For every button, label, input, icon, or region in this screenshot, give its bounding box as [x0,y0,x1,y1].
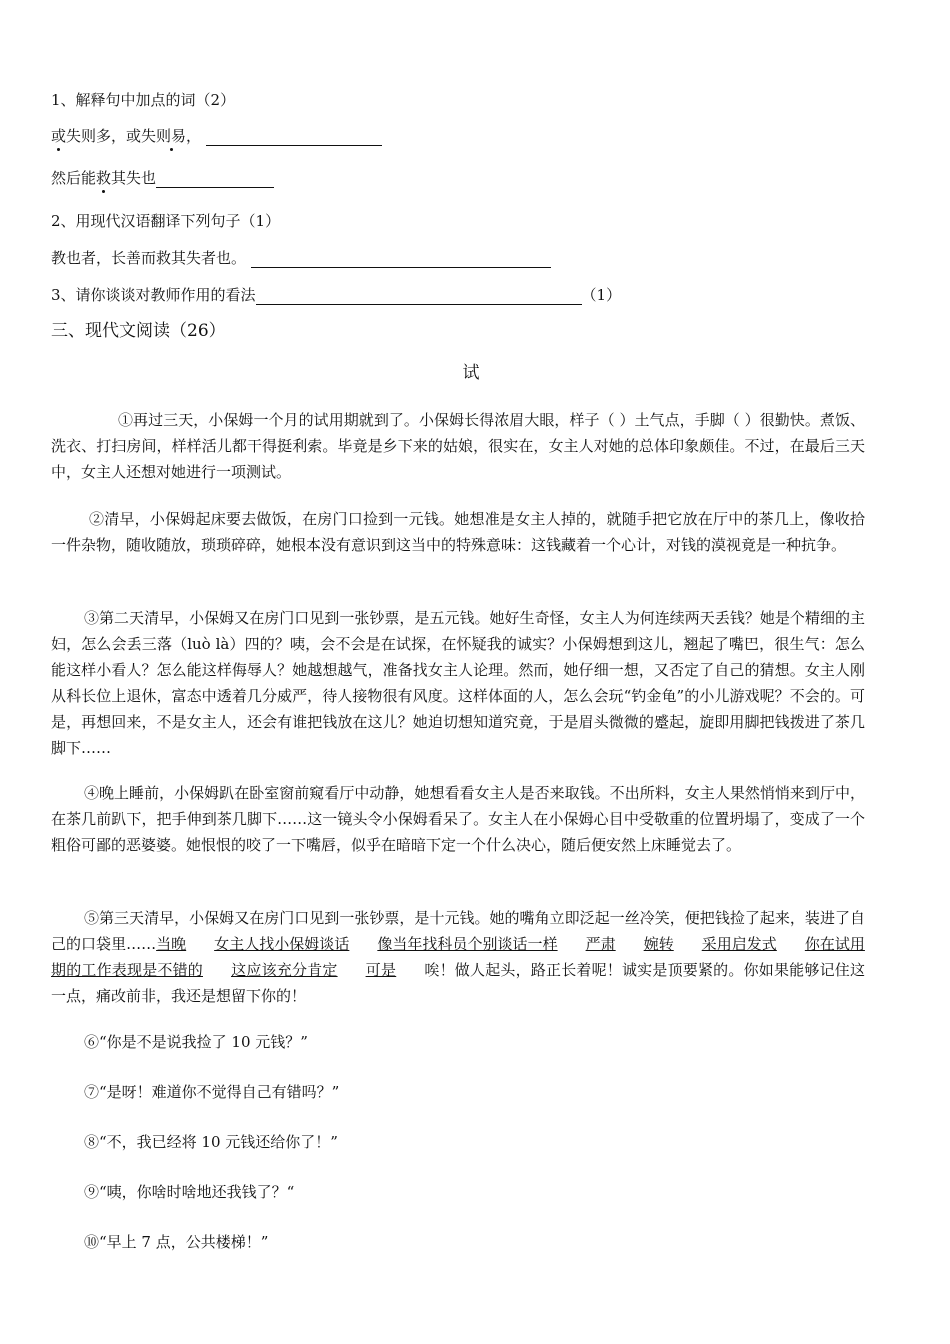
q3-answer-blank[interactable] [256,288,582,305]
q2-heading: 2、用现代汉语翻译下列句子（1） [51,212,281,230]
q2-line [51,248,551,268]
article-title: 试 [462,363,480,383]
q1-answer-blank-1[interactable] [206,129,382,146]
paragraph-1: ①再过三天，小保姆一个月的试用期就到了。小保姆长得浓眉大眼，样子（ ）土气点，手脚（ ）很勤快。煮饭、洗衣、打扫房间，样样活儿都干得挺利索。毕竟是乡下来的姑娘，很实在，女主人对她的总体印象颇佳。不过，在最后三天中，女主人还想对她进行一项测试。 [51,411,865,481]
paragraph-2: ②清早，小保姆起床要去做饭，在房门口捡到一元钱。她想准是女主人掉的，就随手把它放在厅中的茶几上，像收拾一件杂物，随收随放，琐琐碎碎，她根本没有意识到这当中的特殊意味：这钱藏着一个心计，对钱的漠视竟是一种抗争。 [51,510,865,554]
q1-line1: 或失则多，或失则易， [51,126,382,146]
paragraph-5: ⑤第三天清早，小保姆又在房门口见到一张钞票，是十元钱。她的嘴角立即泛起一丝冷笑，便把钱捡了起来，装进了自己的口袋里……当晚 女主人找小保姆谈话 像当年找科员个别谈话一样 严肃 婉转 采用启发式 你在试用期的工作表现是不错的 这应该充分肯定 可是 唉！做人起头，路正长着呢！诚实是顶要紧的。你如果能够记住这一点，痛改前非，我还是想留下你的！ [51,909,865,1005]
q3-line [51,285,621,305]
q1-dotted-word-3: 救 [96,169,112,187]
q1-dotted-word-2: 失则易， [141,127,202,145]
paragraph-3: ③第二天清早，小保姆又在房门口见到一张钞票，是五元钱。她好生奇怪，女主人为何连续两天丢钱？她是个精细的主妇，怎么会丢三落（luò là）四的？咦，会不会是在试探，在怀疑我的诚实？小保姆想到这儿，翘起了嘴巴，很生气：怎么能这样小看人？怎么能这样侮辱人？她越想越气，准备找女主人论理。然而，她仔细一想，又否定了自己的猜想。女主人刚从科长位上退休，富态中透着几分威严，待人接物很有风度。这样体面的人，怎么会玩“钓金龟”的小儿游戏呢？不会的。可是，再想回来，不是女主人，还会有谁把钱放在这儿？她迫切想知道究竟，于是眉头微微的蹙起，旋即用脚把钱拨进了茶几脚下…… [51,609,865,757]
dialogue-6: ⑥“你是不是说我捡了 10 元钱？” [84,1033,308,1051]
q2-sentence: 教也者，长善而救其失者也。 [51,249,247,267]
q3-prompt: 3、请你谈谈对教师作用的看法 [51,286,256,304]
section-heading: 三、现代文阅读（26） [51,321,226,341]
q1-heading: 1、解释句中加点的词（2） [51,91,236,109]
q1-answer-blank-2[interactable] [156,171,274,188]
q2-answer-blank[interactable] [251,251,551,268]
dialogue-7: ⑦“是呀！难道你不觉得自己有错吗？” [84,1083,340,1101]
dialogue-9: ⑨“咦，你啥时啥地还我钱了？“ [84,1183,295,1201]
dialogue-8: ⑧“不，我已经将 10 元钱还给你了！” [84,1133,338,1151]
q1-line2: 然后能救其失也 [51,168,274,188]
q3-score: （1） [581,286,622,304]
dialogue-10: ⑩“早上 7 点，公共楼梯！” [84,1233,269,1251]
unpunctuated-passage: 当晚 女主人找小保姆谈话 像当年找科员个别谈话一样 严肃 婉转 采用启发式 你在试用期的工作表现是不错的 这应该充分肯定 可是 [51,935,865,979]
q1-dotted-word-1: 或 [51,127,67,145]
paragraph-4: ④晚上睡前，小保姆趴在卧室窗前窥看厅中动静，她想看看女主人是否来取钱。不出所料，女主人果然悄悄来到厅中，在茶几前趴下，把手伸到茶几脚下……这一镜头令小保姆看呆了。女主人在小保姆心目中受敬重的位置坍塌了，变成了一个粗俗可鄙的恶婆婆。她恨恨的咬了一下嘴唇，似乎在暗暗下定一个什么决心，随后便安然上床睡觉去了。 [51,784,865,854]
